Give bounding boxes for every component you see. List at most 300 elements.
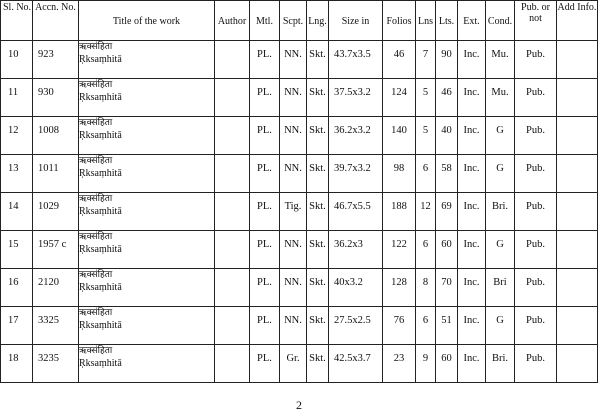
cell-author <box>215 231 250 269</box>
cell-folios <box>383 345 416 383</box>
cell-folios <box>383 155 416 193</box>
cell-additional-info <box>557 79 598 117</box>
cell-condition-value: Bri <box>493 277 507 288</box>
cell-language <box>307 41 329 79</box>
cell-material-value: PL. <box>257 125 272 136</box>
cell-title <box>79 307 215 345</box>
cell-lines-value: 6 <box>422 315 429 326</box>
header-material: Mtl. <box>250 1 280 41</box>
cell-condition <box>486 155 515 193</box>
cell-additional-info <box>557 155 598 193</box>
cell-folios <box>383 193 416 231</box>
cell-author <box>215 269 250 307</box>
cell-material <box>250 117 280 155</box>
cell-author <box>215 307 250 345</box>
cell-size <box>329 41 383 79</box>
title-devanagari: ऋक्संहिता <box>79 232 113 242</box>
cell-folios-value: 76 <box>393 315 405 326</box>
cell-author-value <box>215 155 249 163</box>
cell-script <box>280 117 307 155</box>
cell-sl-no-value: 15 <box>8 239 19 250</box>
cell-additional-info <box>557 117 598 155</box>
cell-letters <box>436 307 458 345</box>
cell-accn-no <box>33 79 79 117</box>
cell-author-value <box>215 41 249 49</box>
cell-folios <box>383 231 416 269</box>
cell-letters <box>436 117 458 155</box>
cell-folios-value: 128 <box>391 277 407 288</box>
cell-additional-info <box>557 269 598 307</box>
cell-folios-value: 46 <box>393 49 405 60</box>
header-extent: Ext. <box>458 1 486 41</box>
cell-script <box>280 231 307 269</box>
cell-script-value: Tig. <box>284 201 302 212</box>
cell-script <box>280 155 307 193</box>
cell-language-value: Skt. <box>309 125 326 136</box>
cell-sl-no <box>1 79 33 117</box>
cell-letters-value: 60 <box>441 239 452 250</box>
cell-published-value: Pub. <box>526 201 545 212</box>
table-row <box>1 155 598 193</box>
cell-author <box>215 345 250 383</box>
cell-lines <box>416 79 436 117</box>
cell-letters-value: 46 <box>441 87 452 98</box>
cell-accn-no <box>33 41 79 79</box>
cell-extent <box>458 193 486 231</box>
cell-condition <box>486 117 515 155</box>
cell-language <box>307 269 329 307</box>
cell-accn-no <box>33 231 79 269</box>
cell-extent-value: Inc. <box>463 353 480 364</box>
cell-accn-no <box>33 307 79 345</box>
cell-author <box>215 155 250 193</box>
page-number: 2 <box>296 398 302 412</box>
header-title: Title of the work <box>79 1 215 41</box>
table-row <box>1 307 598 345</box>
cell-material-value: PL. <box>257 87 272 98</box>
table-row <box>1 79 598 117</box>
header-row <box>1 1 598 41</box>
cell-accn-no-value: 930 <box>38 87 54 98</box>
cell-material <box>250 307 280 345</box>
header-condition: Cond. <box>486 1 515 41</box>
cell-condition-value: Bri. <box>491 201 509 212</box>
cell-extent <box>458 41 486 79</box>
cell-folios-value: 23 <box>393 353 405 364</box>
cell-folios-value: 98 <box>393 163 405 174</box>
table-row <box>1 345 598 383</box>
cell-folios-value: 140 <box>391 125 407 136</box>
title-devanagari: ऋक्संहिता <box>79 308 113 318</box>
cell-condition-value: Mu. <box>491 49 509 60</box>
cell-extent <box>458 345 486 383</box>
cell-sl-no <box>1 307 33 345</box>
cell-sl-no-value: 12 <box>8 125 19 136</box>
cell-lines <box>416 345 436 383</box>
cell-sl-no <box>1 117 33 155</box>
cell-language <box>307 231 329 269</box>
cell-language-value: Skt. <box>309 201 326 212</box>
cell-material <box>250 155 280 193</box>
cell-folios-value: 122 <box>391 239 407 250</box>
cell-title <box>79 117 215 155</box>
cell-accn-no <box>33 345 79 383</box>
cell-letters <box>436 155 458 193</box>
cell-language <box>307 117 329 155</box>
cell-letters-value: 69 <box>441 201 452 212</box>
cell-size <box>329 79 383 117</box>
cell-published <box>515 155 557 193</box>
cell-author-value <box>215 193 249 201</box>
cell-language-value: Skt. <box>309 353 326 364</box>
cell-language-value: Skt. <box>309 315 326 326</box>
cell-language <box>307 193 329 231</box>
cell-additional-info <box>557 41 598 79</box>
cell-title <box>79 231 215 269</box>
cell-letters-value: 51 <box>441 315 452 326</box>
cell-lines <box>416 41 436 79</box>
cell-condition-value: G <box>496 239 504 250</box>
cell-accn-no-value: 1957 c <box>38 239 67 250</box>
cell-size-value: 40x3.2 <box>334 277 363 288</box>
cell-script <box>280 269 307 307</box>
cell-size-value: 27.5x2.5 <box>334 315 371 326</box>
cell-sl-no-value: 13 <box>8 163 19 174</box>
catalog-body <box>1 41 598 383</box>
cell-author-value <box>215 231 249 239</box>
cell-size-value: 39.7x3.2 <box>334 163 371 174</box>
cell-title <box>79 41 215 79</box>
cell-lines <box>416 193 436 231</box>
cell-size-value: 36.2x3 <box>334 239 363 250</box>
cell-published <box>515 79 557 117</box>
table-row <box>1 117 598 155</box>
cell-sl-no <box>1 231 33 269</box>
cell-condition <box>486 41 515 79</box>
cell-folios <box>383 117 416 155</box>
cell-size-value: 37.5x3.2 <box>334 87 371 98</box>
header-author: Author <box>215 1 250 41</box>
cell-size-value: 43.7x3.5 <box>334 49 371 60</box>
cell-folios <box>383 79 416 117</box>
header-lines: Lns <box>416 1 436 41</box>
cell-letters <box>436 41 458 79</box>
cell-author <box>215 79 250 117</box>
cell-published-value: Pub. <box>526 239 545 250</box>
cell-published <box>515 117 557 155</box>
cell-additional-info <box>557 193 598 231</box>
cell-accn-no <box>33 193 79 231</box>
cell-additional-info-value <box>557 41 597 49</box>
cell-extent <box>458 117 486 155</box>
cell-material-value: PL. <box>257 201 272 212</box>
cell-script <box>280 345 307 383</box>
cell-accn-no <box>33 117 79 155</box>
cell-sl-no <box>1 269 33 307</box>
title-devanagari: ऋक्संहिता <box>79 194 113 204</box>
cell-accn-no-value: 1029 <box>38 201 59 212</box>
header-letters: Lts. <box>436 1 458 41</box>
cell-sl-no-value: 10 <box>8 49 19 60</box>
cell-script-value: NN. <box>284 87 302 98</box>
cell-published <box>515 307 557 345</box>
title-romanized: Ṛksaṃhitā <box>79 358 122 369</box>
cell-sl-no <box>1 155 33 193</box>
cell-published <box>515 41 557 79</box>
cell-lines <box>416 155 436 193</box>
cell-accn-no <box>33 269 79 307</box>
cell-author-value <box>215 269 249 277</box>
table-row <box>1 41 598 79</box>
cell-author-value <box>215 117 249 125</box>
table-row <box>1 231 598 269</box>
cell-size-value: 46.7x5.5 <box>334 201 371 212</box>
table-row <box>1 269 598 307</box>
cell-condition <box>486 193 515 231</box>
cell-folios <box>383 41 416 79</box>
cell-lines-value: 6 <box>422 239 429 250</box>
title-devanagari: ऋक्संहिता <box>79 80 113 90</box>
cell-title <box>79 345 215 383</box>
cell-language <box>307 307 329 345</box>
title-devanagari: ऋक्संहिता <box>79 156 113 166</box>
cell-published <box>515 193 557 231</box>
cell-sl-no-value: 16 <box>8 277 19 288</box>
cell-material-value: PL. <box>257 277 272 288</box>
cell-script-value: NN. <box>284 49 302 60</box>
cell-letters-value: 90 <box>441 49 452 60</box>
cell-extent-value: Inc. <box>463 87 480 98</box>
cell-language <box>307 79 329 117</box>
cell-condition-value: G <box>496 125 504 136</box>
cell-author <box>215 117 250 155</box>
cell-condition-value: G <box>496 163 504 174</box>
cell-additional-info-value <box>557 117 597 125</box>
cell-material <box>250 269 280 307</box>
cell-script-value: Gr. <box>286 353 300 364</box>
cell-size-value: 36.2x3.2 <box>334 125 371 136</box>
cell-sl-no-value: 11 <box>8 87 19 98</box>
table-row <box>1 193 598 231</box>
cell-material-value: PL. <box>257 163 272 174</box>
title-romanized: Ṛksaṃhitā <box>79 92 122 103</box>
cell-size <box>329 117 383 155</box>
cell-title <box>79 269 215 307</box>
cell-title <box>79 79 215 117</box>
cell-accn-no-value: 3235 <box>38 353 59 364</box>
cell-lines-value: 8 <box>422 277 429 288</box>
cell-additional-info-value <box>557 193 597 201</box>
title-romanized: Ṛksaṃhitā <box>79 320 122 331</box>
cell-language-value: Skt. <box>309 277 326 288</box>
cell-size <box>329 231 383 269</box>
cell-material <box>250 193 280 231</box>
cell-condition <box>486 269 515 307</box>
cell-extent <box>458 269 486 307</box>
header-published: Pub. or not <box>515 1 557 41</box>
cell-published-value: Pub. <box>526 87 545 98</box>
title-romanized: Ṛksaṃhitā <box>79 206 122 217</box>
title-devanagari: ऋक्संहिता <box>79 346 113 356</box>
cell-condition-value: Mu. <box>491 87 509 98</box>
cell-size-value: 42.5x3.7 <box>334 353 371 364</box>
cell-condition-value: G <box>496 315 504 326</box>
cell-additional-info-value <box>557 307 597 315</box>
cell-published <box>515 269 557 307</box>
cell-language-value: Skt. <box>309 163 326 174</box>
cell-script-value: NN. <box>284 315 302 326</box>
cell-script <box>280 79 307 117</box>
title-romanized: Ṛksaṃhitā <box>79 54 122 65</box>
cell-author-value <box>215 345 249 353</box>
cell-letters-value: 58 <box>441 163 452 174</box>
header-language: Lng. <box>307 1 329 41</box>
cell-script-value: NN. <box>284 239 302 250</box>
cell-additional-info <box>557 307 598 345</box>
cell-material <box>250 79 280 117</box>
cell-sl-no <box>1 345 33 383</box>
cell-script-value: NN. <box>284 125 302 136</box>
cell-extent-value: Inc. <box>463 163 480 174</box>
header-script: Scpt. <box>280 1 307 41</box>
cell-author-value <box>215 79 249 87</box>
cell-letters <box>436 79 458 117</box>
cell-material-value: PL. <box>257 315 272 326</box>
title-devanagari: ऋक्संहिता <box>79 270 113 280</box>
cell-lines-value: 9 <box>422 353 429 364</box>
cell-sl-no-value: 17 <box>8 315 19 326</box>
cell-extent-value: Inc. <box>463 277 480 288</box>
cell-published-value: Pub. <box>526 163 545 174</box>
cell-accn-no-value: 3325 <box>38 315 59 326</box>
cell-title <box>79 193 215 231</box>
cell-additional-info <box>557 231 598 269</box>
cell-letters-value: 70 <box>441 277 452 288</box>
cell-letters-value: 60 <box>441 353 452 364</box>
title-devanagari: ऋक्संहिता <box>79 42 113 52</box>
header-accn-no: Accn. No. <box>33 1 79 41</box>
cell-lines <box>416 231 436 269</box>
cell-condition <box>486 231 515 269</box>
cell-lines-value: 7 <box>422 49 429 60</box>
cell-published <box>515 231 557 269</box>
cell-folios-value: 124 <box>391 87 407 98</box>
header-size: Size in <box>329 1 383 41</box>
cell-lines-value: 12 <box>420 201 431 212</box>
cell-condition <box>486 345 515 383</box>
cell-letters <box>436 193 458 231</box>
cell-letters <box>436 345 458 383</box>
cell-additional-info-value <box>557 269 597 277</box>
cell-condition-value: Bri. <box>491 353 509 364</box>
cell-accn-no-value: 2120 <box>38 277 59 288</box>
cell-extent-value: Inc. <box>463 125 480 136</box>
cell-additional-info <box>557 345 598 383</box>
cell-extent-value: Inc. <box>463 239 480 250</box>
cell-sl-no <box>1 41 33 79</box>
cell-lines <box>416 269 436 307</box>
cell-extent-value: Inc. <box>463 201 480 212</box>
cell-accn-no-value: 1011 <box>38 163 59 174</box>
cell-letters <box>436 231 458 269</box>
cell-language-value: Skt. <box>309 87 326 98</box>
cell-extent-value: Inc. <box>463 315 480 326</box>
cell-extent <box>458 307 486 345</box>
cell-material <box>250 231 280 269</box>
cell-lines <box>416 307 436 345</box>
cell-script <box>280 307 307 345</box>
cell-material <box>250 345 280 383</box>
cell-extent <box>458 231 486 269</box>
cell-published <box>515 345 557 383</box>
cell-material-value: PL. <box>257 239 272 250</box>
cell-language-value: Skt. <box>309 239 326 250</box>
title-romanized: Ṛksaṃhitā <box>79 130 122 141</box>
cell-additional-info-value <box>557 79 597 87</box>
title-romanized: Ṛksaṃhitā <box>79 244 122 255</box>
title-devanagari: ऋक्संहिता <box>79 118 113 128</box>
cell-accn-no <box>33 155 79 193</box>
title-romanized: Ṛksaṃhitā <box>79 168 122 179</box>
cell-published-value: Pub. <box>526 125 545 136</box>
cell-accn-no-value: 1008 <box>38 125 59 136</box>
cell-script <box>280 193 307 231</box>
cell-language <box>307 345 329 383</box>
cell-extent <box>458 155 486 193</box>
header-folios: Folios <box>383 1 416 41</box>
cell-condition <box>486 307 515 345</box>
cell-additional-info-value <box>557 345 597 353</box>
title-romanized: Ṛksaṃhitā <box>79 282 122 293</box>
cell-published-value: Pub. <box>526 49 545 60</box>
cell-lines <box>416 117 436 155</box>
cell-size <box>329 155 383 193</box>
cell-extent <box>458 79 486 117</box>
cell-folios-value: 188 <box>391 201 407 212</box>
cell-title <box>79 155 215 193</box>
cell-size <box>329 193 383 231</box>
cell-folios <box>383 307 416 345</box>
cell-material <box>250 41 280 79</box>
cell-sl-no-value: 18 <box>8 353 19 364</box>
cell-author <box>215 193 250 231</box>
cell-condition <box>486 79 515 117</box>
cell-material-value: PL. <box>257 49 272 60</box>
cell-sl-no <box>1 193 33 231</box>
cell-additional-info-value <box>557 231 597 239</box>
cell-size <box>329 269 383 307</box>
cell-lines-value: 6 <box>422 163 429 174</box>
cell-script-value: NN. <box>284 163 302 174</box>
cell-lines-value: 5 <box>422 87 429 98</box>
cell-language-value: Skt. <box>309 49 326 60</box>
cell-author-value <box>215 307 249 315</box>
cell-language <box>307 155 329 193</box>
cell-sl-no-value: 14 <box>8 201 19 212</box>
cell-accn-no-value: 923 <box>38 49 54 60</box>
cell-material-value: PL. <box>257 353 272 364</box>
cell-size <box>329 307 383 345</box>
cell-published-value: Pub. <box>526 315 545 326</box>
cell-lines-value: 5 <box>422 125 429 136</box>
cell-script-value: NN. <box>284 277 302 288</box>
cell-published-value: Pub. <box>526 277 545 288</box>
cell-size <box>329 345 383 383</box>
cell-published-value: Pub. <box>526 353 545 364</box>
cell-folios <box>383 269 416 307</box>
cell-additional-info-value <box>557 155 597 163</box>
cell-author <box>215 41 250 79</box>
